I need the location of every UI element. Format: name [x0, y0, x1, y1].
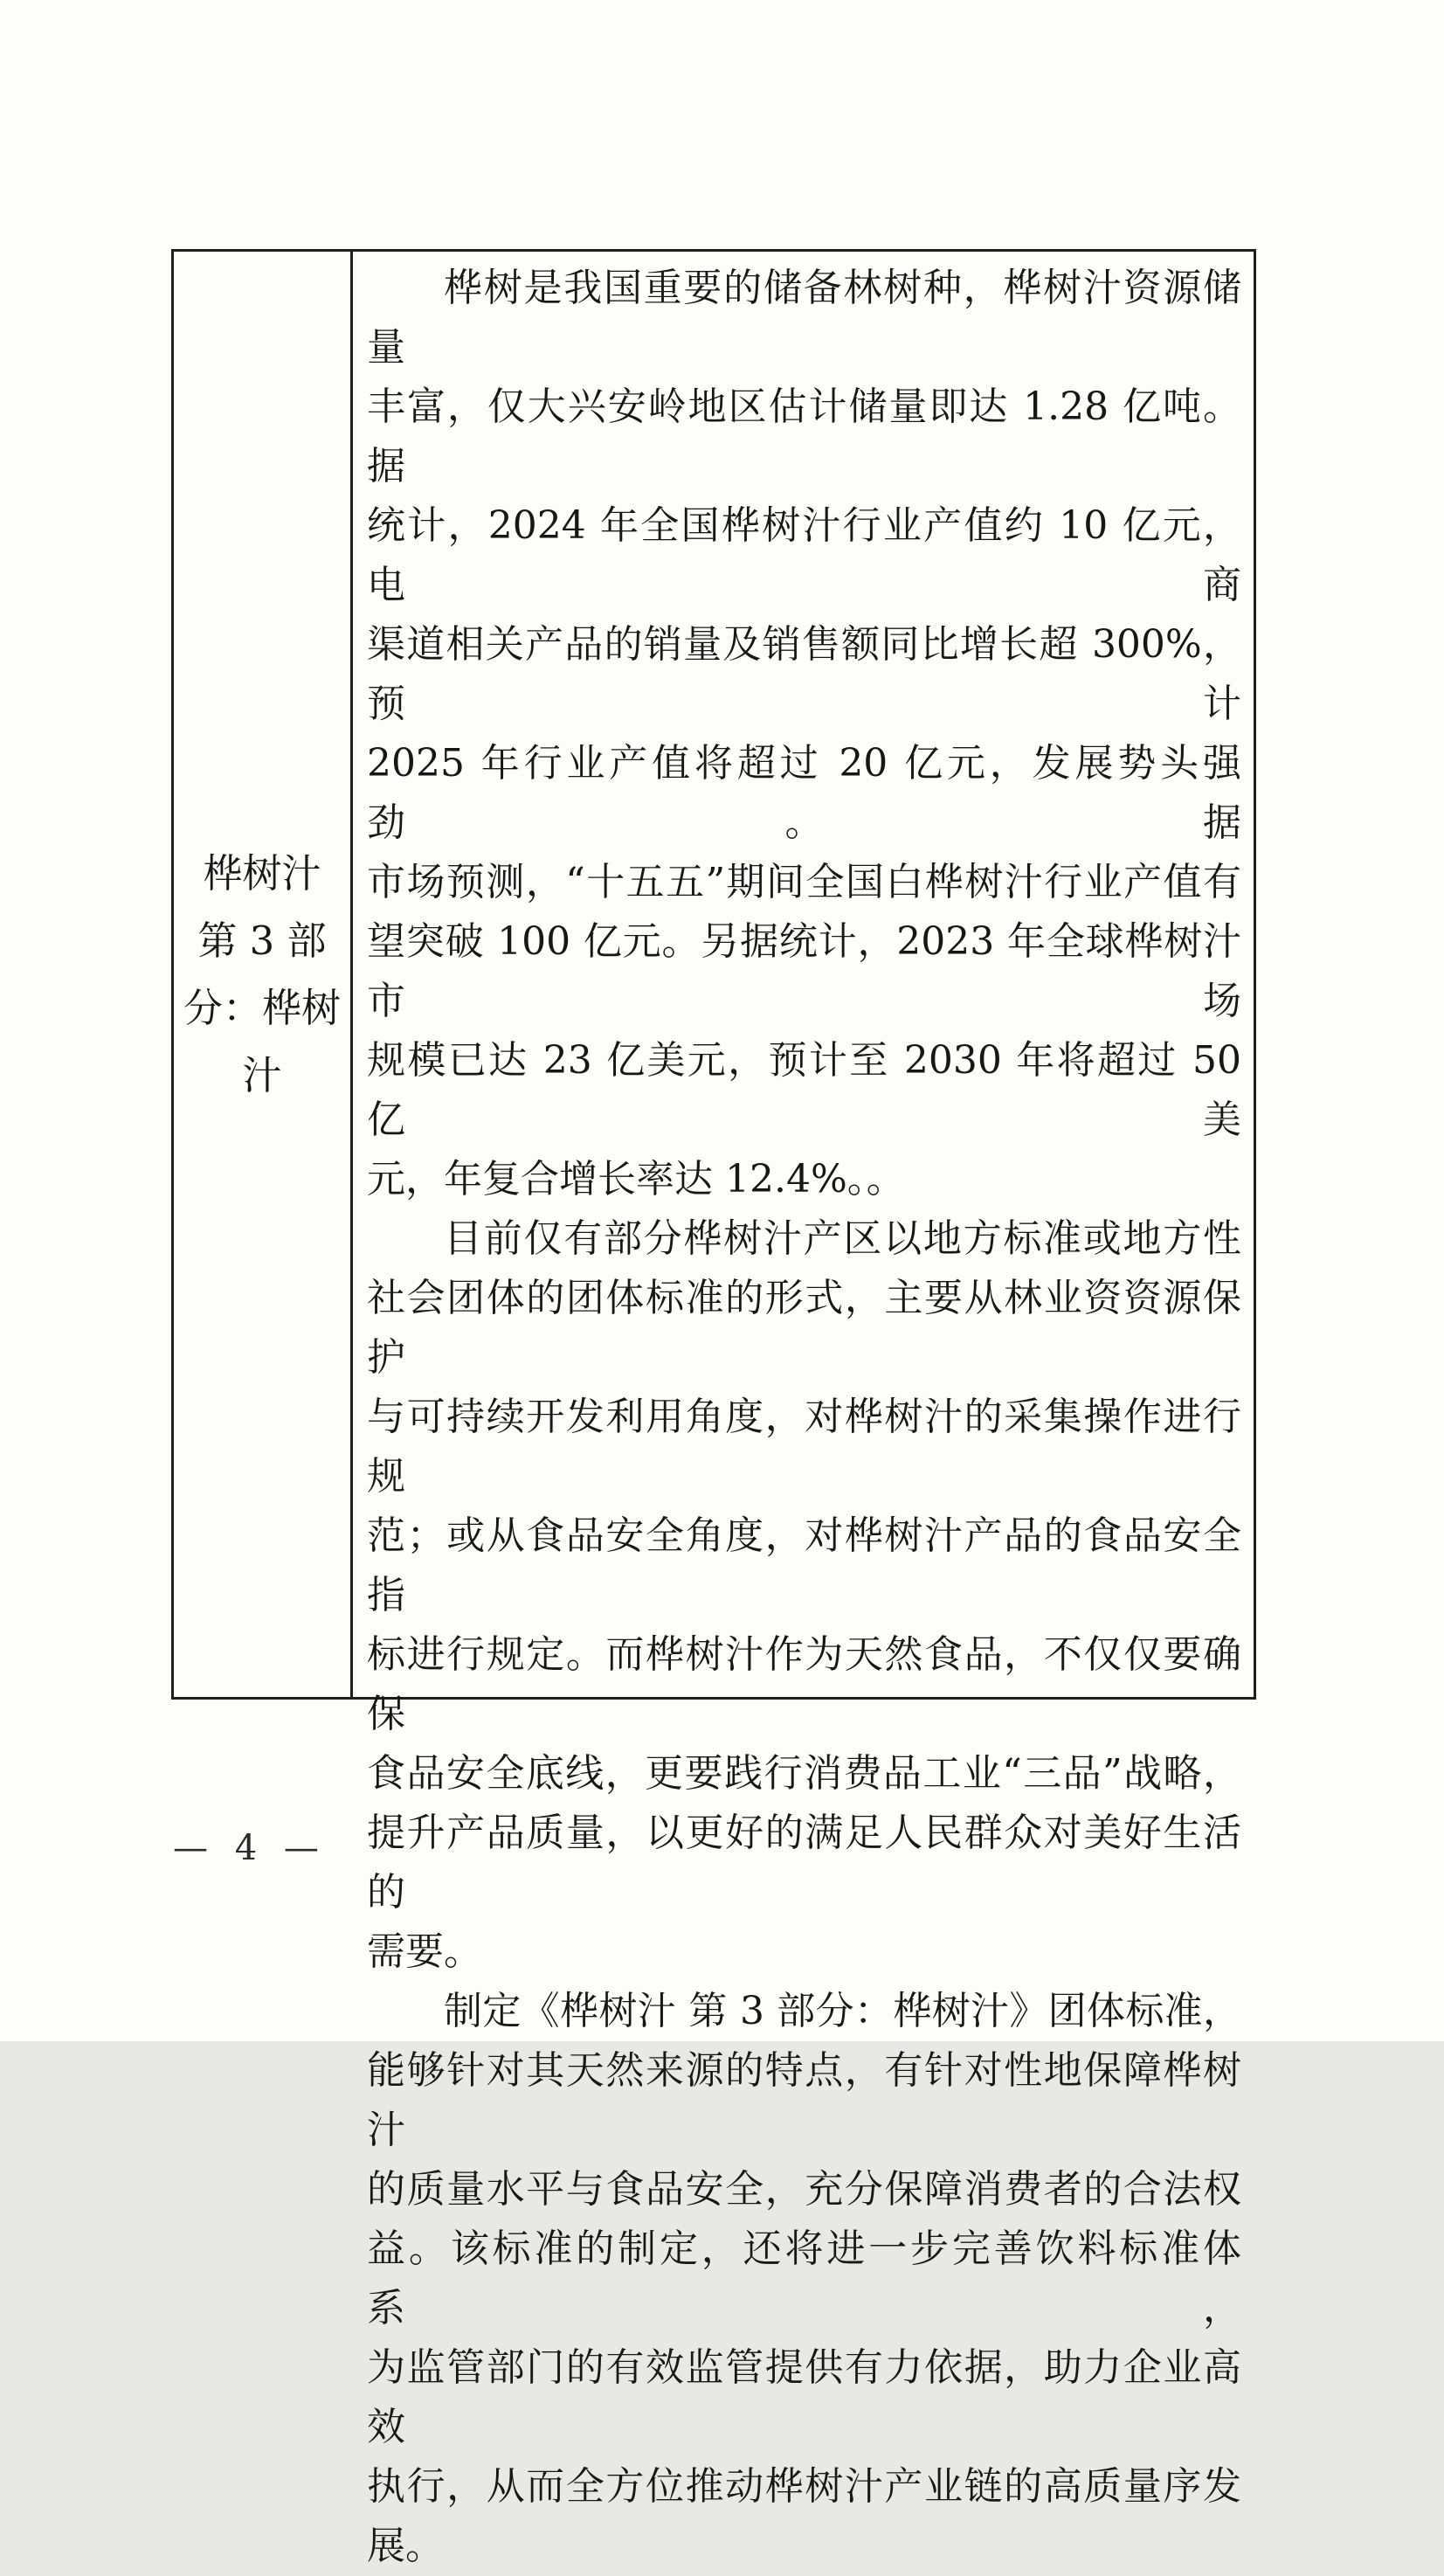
paragraph-current-standards [367, 1209, 1241, 1982]
text-line: 提升产品质量，以更好的满足人民群众对美好生活的 [367, 1811, 1241, 1915]
text-line: 执行，从而全方位推动桦树汁产业链的高质量序发 [367, 2464, 1241, 2509]
paragraph-standard-purpose [367, 1982, 1241, 2576]
text-line: 的质量水平与食品安全，充分保障消费者的合法权 [367, 2167, 1241, 2212]
paragraph-industry-overview [367, 259, 1241, 1209]
text-line: 为监管部门的有效监管提供有力依据，助力企业高效 [367, 2345, 1241, 2449]
standard-info-table [171, 249, 1256, 2568]
text-line: 市场预测，“十五五”期间全国白桦树汁行业产值有 [367, 860, 1241, 904]
label-line: 分：桦树 [183, 985, 341, 1031]
text-line: 丰富，仅大兴安岭地区估计储量即达 1.28 亿吨。据 [367, 384, 1241, 488]
text-line: 元，年复合增长率达 12.4%。。 [367, 1157, 905, 1201]
label-line: 第 3 部 [197, 918, 327, 964]
text-line: 目前仅有部分桦树汁产区以地方标准或地方性 [444, 1216, 1241, 1261]
text-line: 能够针对其天然来源的特点，有针对性地保障桦树汁 [367, 2048, 1241, 2152]
text-line: 制定《桦树汁 第 3 部分：桦树汁》团体标准， [444, 1989, 1241, 2033]
label-line: 桦树汁 [203, 850, 321, 897]
text-line: 范；或从食品安全角度，对桦树汁产品的食品安全指 [367, 1513, 1241, 1617]
text-line: 食品安全底线，更要践行消费品工业“三品”战略， [367, 1751, 1241, 1796]
page-number: — 4 — [173, 1828, 321, 1868]
text-line: 望突破 100 亿元。另据统计，2023 年全球桦树汁市场 [367, 919, 1241, 1023]
text-line: 需要。 [367, 1929, 482, 1974]
text-line: 桦树是我国重要的储备林树种，桦树汁资源储量 [367, 266, 1241, 370]
text-line: 标进行规定。而桦树汁作为天然食品，不仅仅要确保 [367, 1632, 1241, 1736]
text-line: 渠道相关产品的销量及销售额同比增长超 300%，预计 [367, 622, 1241, 726]
table-label-cell [174, 252, 353, 1697]
text-line: 展。 [367, 2524, 444, 2568]
text-line: 统计，2024 年全国桦树汁行业产值约 10 亿元，电商 [367, 503, 1241, 607]
table-content-cell [353, 252, 1254, 2568]
text-line: 与可持续开发利用角度，对桦树汁的采集操作进行规 [367, 1395, 1241, 1499]
text-line: 社会团体的团体标准的形式，主要从林业资资源保护 [367, 1276, 1241, 1380]
text-line: 规模已达 23 亿美元，预计至 2030 年将超过 50 亿美 [367, 1038, 1241, 1142]
text-line: 2025 年行业产值将超过 20 亿元，发展势头强劲。据 [367, 741, 1241, 845]
label-line: 汁 [242, 1052, 282, 1098]
text-line: 益。该标准的制定，还将进一步完善饮料标准体系， [367, 2226, 1241, 2330]
